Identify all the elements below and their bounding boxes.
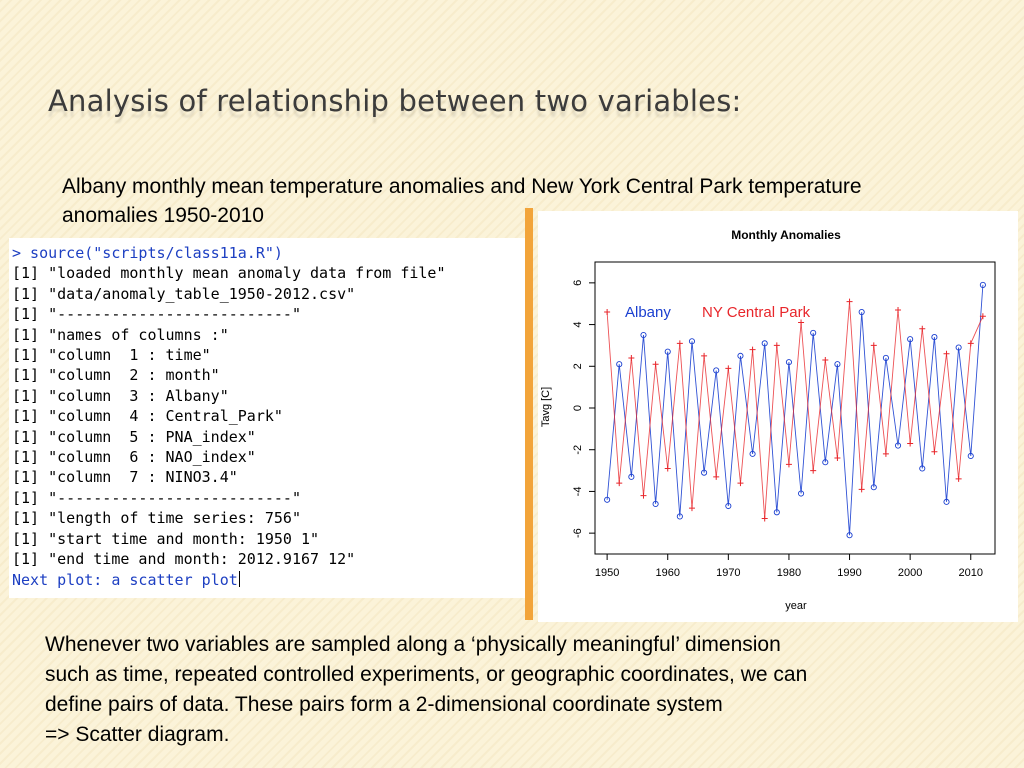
chart-title: Monthly Anomalies — [731, 228, 841, 242]
data-point-ny-central-park — [628, 355, 634, 361]
console-output-line: [1] "--------------------------" — [12, 305, 301, 324]
r-console-output — [9, 238, 529, 598]
console-output-line: [1] "start time and month: 1950 1" — [12, 529, 320, 548]
anomaly-chart — [538, 211, 1018, 622]
data-point-ny-central-park — [834, 455, 840, 461]
data-point-ny-central-park — [762, 516, 768, 522]
legend-albany: Albany — [625, 304, 671, 321]
console-output-line: [1] "column 3 : Albany" — [12, 386, 229, 405]
legend-ny-central-park: NY Central Park — [702, 304, 811, 321]
body-text — [45, 630, 1005, 750]
x-tick-label: 1960 — [655, 567, 680, 579]
y-tick-label: 6 — [572, 279, 584, 286]
console-command-line: > source("scripts/class11a.R") — [12, 244, 283, 262]
data-point-ny-central-park — [653, 361, 659, 367]
data-point-ny-central-park — [774, 342, 780, 348]
data-point-ny-central-park — [895, 307, 901, 313]
series-line-albany — [607, 285, 983, 535]
data-point-ny-central-park — [616, 480, 622, 486]
x-tick-label: 1950 — [594, 567, 620, 579]
y-tick-label: 2 — [572, 363, 584, 370]
data-point-ny-central-park — [640, 493, 646, 499]
data-point-ny-central-park — [701, 353, 707, 359]
console-output-line: [1] "column 7 : NINO3.4" — [12, 468, 238, 487]
console-output-line: [1] "loaded monthly mean anomaly data from file" — [12, 264, 446, 283]
data-point-ny-central-park — [810, 468, 816, 474]
x-tick-label: 1970 — [716, 567, 741, 579]
data-point-ny-central-park — [956, 476, 962, 482]
slide-title: Analysis of relationship between two variables: — [48, 84, 742, 118]
console-output-line: [1] "column 5 : PNA_index" — [12, 427, 256, 446]
data-point-ny-central-park — [604, 309, 610, 315]
data-point-ny-central-park — [822, 357, 828, 363]
y-tick-label: 0 — [572, 404, 584, 412]
x-tick-label: 2000 — [897, 567, 923, 579]
chart-y-axis-label: Tavg [C] — [540, 386, 552, 428]
data-point-ny-central-park — [883, 451, 889, 457]
x-tick-label: 1980 — [776, 567, 802, 579]
data-point-ny-central-park — [847, 299, 853, 305]
console-prompt-line[interactable] — [12, 570, 529, 590]
data-point-ny-central-park — [931, 449, 937, 455]
console-output-line: [1] "--------------------------" — [12, 488, 301, 507]
x-tick-label: 2010 — [958, 567, 983, 579]
chart-panel — [538, 211, 1018, 622]
data-point-ny-central-park — [725, 365, 731, 371]
text-cursor — [239, 571, 240, 587]
body-line: such as time, repeated controlled experiments, or geographic coordinates, we can — [45, 663, 808, 686]
data-point-ny-central-park — [677, 340, 683, 346]
data-point-ny-central-park — [859, 486, 865, 492]
data-point-ny-central-park — [713, 474, 719, 480]
console-prompt: Next plot: a scatter plot — [12, 570, 238, 589]
divider-bar — [525, 208, 533, 620]
body-line: Whenever two variables are sampled along a ‘physically meaningful’ dimension — [45, 633, 781, 656]
console-output-line: [1] "column 6 : NAO_index" — [12, 448, 256, 467]
console-output-line: [1] "end time and month: 2012.9167 12" — [12, 550, 356, 569]
data-point-ny-central-park — [737, 480, 743, 486]
y-tick-label: -6 — [572, 528, 584, 539]
x-tick-label: 1990 — [837, 567, 862, 579]
console-output-line: [1] "length of time series: 756" — [12, 509, 301, 528]
y-tick-label: -2 — [572, 444, 584, 455]
body-line: => Scatter diagram. — [45, 723, 230, 746]
y-tick-label: 4 — [572, 321, 584, 328]
data-point-ny-central-park — [786, 461, 792, 467]
intro-text: Albany monthly mean temperature anomalies and New York Central Park temperature anomalies 1950-2010 — [62, 175, 862, 227]
data-point-ny-central-park — [750, 347, 756, 353]
body-line: define pairs of data. These pairs form a 2-dimensional coordinate system — [45, 693, 723, 716]
console-output-line: [1] "data/anomaly_table_1950-2012.csv" — [12, 284, 356, 303]
console-output-line: [1] "column 1 : time" — [12, 346, 211, 365]
data-point-ny-central-park — [968, 340, 974, 346]
console-output-line: [1] "names of columns :" — [12, 325, 229, 344]
data-point-ny-central-park — [871, 342, 877, 348]
console-output-line: [1] "column 2 : month" — [12, 366, 220, 385]
console-output-line: [1] "column 4 : Central_Park" — [12, 407, 283, 426]
chart-x-axis-label: year — [785, 600, 807, 612]
data-point-ny-central-park — [689, 505, 695, 511]
data-point-ny-central-park — [919, 326, 925, 332]
data-point-ny-central-park — [944, 351, 950, 357]
data-point-ny-central-park — [665, 465, 671, 471]
y-tick-label: -4 — [572, 486, 584, 497]
data-point-ny-central-park — [907, 440, 913, 446]
